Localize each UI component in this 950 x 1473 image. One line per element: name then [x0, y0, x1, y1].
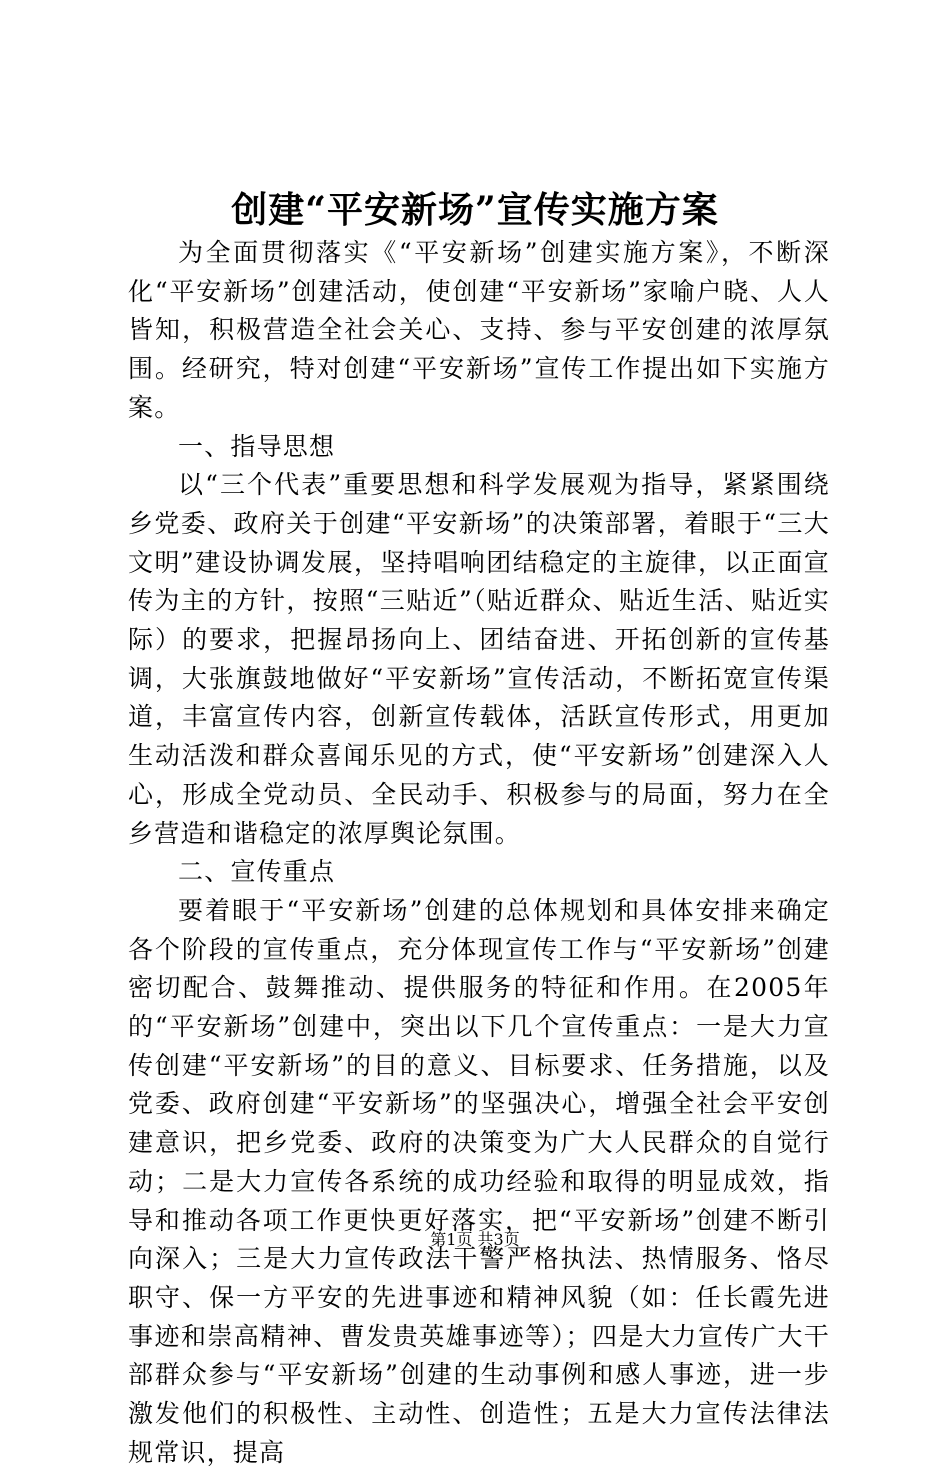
document-title: 创建“平安新场”宣传实施方案 [231, 189, 719, 231]
document-body [128, 234, 830, 1473]
section-heading-guiding-ideology: 一、指导思想 [178, 431, 336, 461]
publicity-focus-paragraph: 要着眼于“平安新场”创建的总体规划和具体安排来确定各个阶段的宣传重点，充分体现宣传工作与“平安新场”创建密切配合、鼓舞推动、提供服务的特征和作用。在2005年的“平安新场”创建中，突出以下几个宣传重点：一是大力宣传创建“平安新场”的目的意义、目标要求、任务措施，以及党委、政府创建“平安新场”的坚强决心，增强全社会平安创建意识，把乡党委、政府的决策变为广大人民群众的自觉行动；二是大力宣传各系统的成功经验和取得的明显成效，指导和推动各项工作更快更好落实，把“平安新场”创建不断引向深入；三是大力宣传政法干警严格执法、热情服务、恪尽职守、保一方平安的先进事迹和精神风貌（如：任长霞先进事迹和崇高精神、曹发贵英雄事迹等）；四是大力宣传广大干部群众参与“平安新场”创建的生动事例和感人事迹，进一步激发他们的积极性、主动性、创造性；五是大力宣传法律法规常识，提高 [128, 895, 830, 1467]
section-heading-publicity-focus: 二、宣传重点 [178, 857, 336, 887]
intro-paragraph: 为全面贯彻落实《“平安新场”创建实施方案》，不断深化“平安新场”创建活动，使创建“平安新场”家喻户晓、人人皆知，积极营造全社会关心、支持、参与平安创建的浓厚氛围。经研究，特对创建“平安新场”宣传工作提出如下实施方案。 [128, 238, 830, 422]
guiding-ideology-paragraph: 以“三个代表”重要思想和科学发展观为指导，紧紧围绕乡党委、政府关于创建“平安新场”的决策部署，着眼于“三大文明”建设协调发展，坚持唱响团结稳定的主旋律，以正面宣传为主的方针，按照“三贴近”（贴近群众、贴近生活、贴近实际）的要求，把握昂扬向上、团结奋进、开拓创新的宣传基调，大张旗鼓地做好“平安新场”宣传活动，不断拓宽宣传渠道，丰富宣传内容，创新宣传载体，活跃宣传形式，用更加生动活泼和群众喜闻乐见的方式，使“平安新场”创建深入人心，形成全党动员、全民动手、积极参与的局面，努力在全乡营造和谐稳定的浓厚舆论氛围。 [128, 470, 830, 848]
page-number-footer: 第1页 共3页 [430, 1230, 520, 1249]
